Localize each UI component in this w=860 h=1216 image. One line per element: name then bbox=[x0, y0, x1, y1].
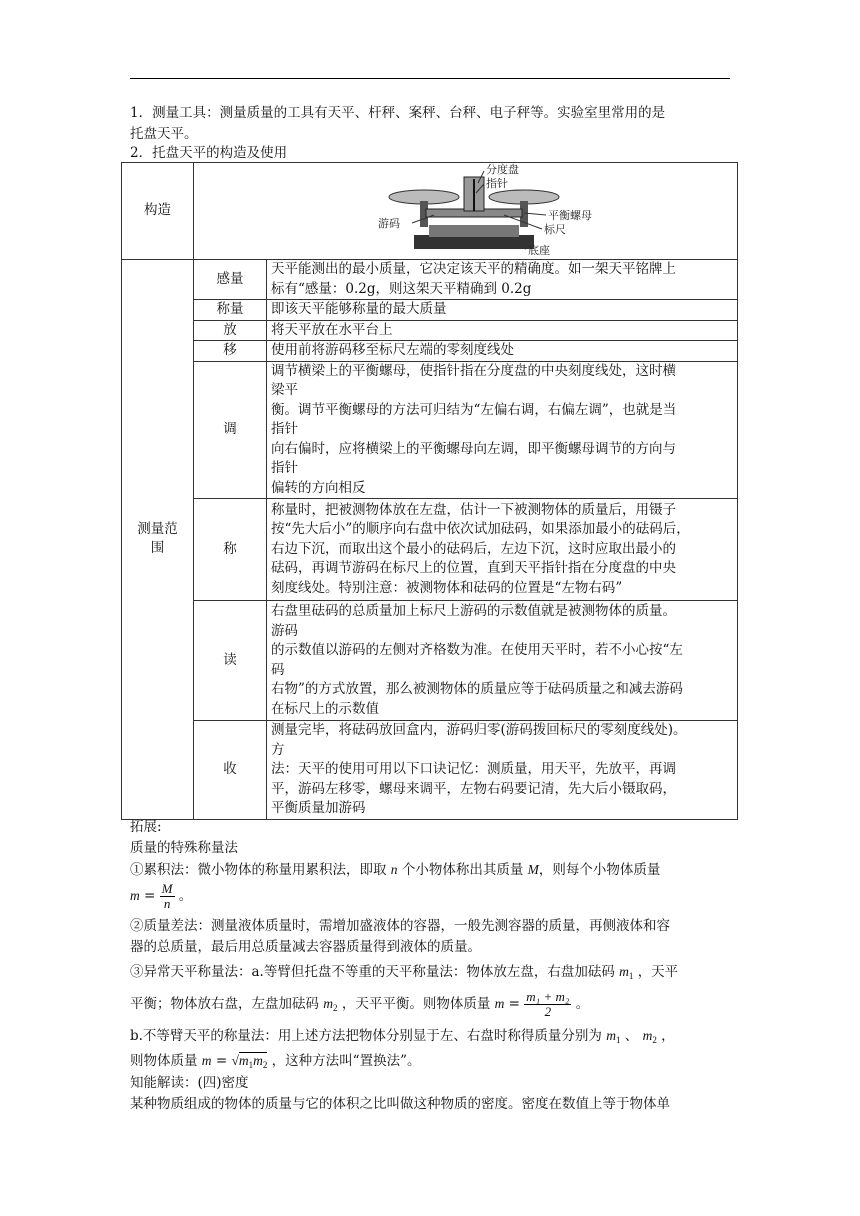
description-line: 将天平放在水平台上 bbox=[271, 321, 393, 338]
row-description bbox=[267, 499, 738, 601]
description-line: 调节横梁上的平衡螺母，使指针指在分度盘的中央刻度线处，这时横 bbox=[271, 362, 676, 379]
table-row bbox=[122, 320, 738, 341]
row-description bbox=[267, 300, 738, 321]
description-line: 指针 bbox=[271, 421, 298, 437]
label-beam: 标尺 bbox=[544, 223, 566, 236]
row-name: 移 bbox=[194, 341, 267, 362]
description-line: 称量时，把被测物体放在左盘，估计一下被测物体的质量后，用镊子 bbox=[271, 501, 676, 518]
description-line: 天平能测出的最小质量，它决定该天平的精确度。如一架天平铭牌上 bbox=[271, 261, 676, 277]
reading-title: 知能解读：(四)密度 bbox=[130, 1075, 249, 1091]
method-3: ③异常天平称量法：a.等臂但托盘不等重的天平称量法：物体放左盘，右盘加砝码 $m_1$ ，天平 bbox=[130, 964, 679, 981]
description-line: 法：天平的使用可用以下口诀记忆：测质量，用天平，先放平，再调 bbox=[271, 761, 676, 777]
density-paragraph: 某种物质组成的物体的质量与它的体积之比叫做这种物质的密度。密度在数值上等于物体单 bbox=[130, 1096, 670, 1112]
description-line: 按“先大后小”的顺序向右盘中依次试加砝码，如果添加最小的砝码后， bbox=[271, 521, 690, 538]
description-line: 测量完毕，将砝码放回盒内，游码归零(游码拨回标尺的零刻度线处)。 bbox=[271, 722, 687, 738]
structure-label: 构造 bbox=[122, 163, 194, 260]
label-dial: 分度盘 bbox=[486, 163, 519, 176]
intro-item-1 bbox=[130, 103, 732, 145]
method-1: ①累积法：微小物体的称量用累积法，即取 n 个小物体称出其质量 M，则每个小物体质量 bbox=[130, 862, 661, 878]
table-row bbox=[122, 499, 738, 601]
fraction-M-over-n: $\frac{M}{n}$ bbox=[161, 881, 173, 911]
row-name: 收 bbox=[194, 721, 267, 820]
intro-item-2: 2．托盘天平的构造及使用 bbox=[130, 145, 288, 161]
range-label: 测量范围 bbox=[122, 260, 194, 820]
description-line: 向右偏时，应将横梁上的平衡螺母向左调，即平衡螺母调节的方向与 bbox=[271, 440, 676, 457]
label-rider: 游码 bbox=[378, 217, 400, 230]
label-base: 底座 bbox=[528, 244, 550, 257]
description-line: 右盘里砝码的总质量加上标尺上游码的示数值就是被测物体的质量。 bbox=[271, 603, 676, 619]
header-rule bbox=[130, 78, 730, 79]
row-name: 读 bbox=[194, 601, 267, 721]
intro-item-1-line1: 1．测量工具：测量质量的工具有天平、杆秤、案秤、台秤、电子秤等。实验室里常用的是 bbox=[130, 105, 666, 121]
description-line: 右物”的方式放置，那么被测物体的质量应等于砝码质量之和减去游码 bbox=[271, 681, 683, 697]
row-description bbox=[267, 601, 738, 721]
description-line: 使用前将游码移至标尺左端的零刻度线处 bbox=[271, 342, 514, 358]
description-line: 指针 bbox=[271, 460, 298, 476]
row-description bbox=[267, 341, 738, 362]
method-b: b.不等臂天平的称量法：用上述方法把物体分别显于左、右盘时称得质量分别为 $m_1$ 、 $m_2$ ， bbox=[130, 1028, 675, 1045]
description-line: 衡。调节平衡螺母的方法可归结为“左偏右调，右偏左调”，也就是当 bbox=[271, 401, 677, 418]
row-name: 称 bbox=[194, 499, 267, 601]
label-pointer: 指针 bbox=[486, 177, 508, 190]
description-line: 梁平 bbox=[271, 382, 298, 398]
description-line: 平，游码左移零，螺母来调平，左物右码要记清，先大后小镊取码， bbox=[271, 780, 676, 797]
fraction-average: $\frac{\text{m₁ + m₂}}{2}$ bbox=[526, 989, 570, 1019]
row-description bbox=[267, 260, 738, 300]
table-row bbox=[122, 300, 738, 321]
table-row bbox=[122, 601, 738, 721]
expand-subtitle: 质量的特殊称量法 bbox=[130, 840, 238, 856]
method-2: ②质量差法：测量液体质量时，需增加盛液体的容器，一般先测容器的质量，再侧液体和容 器的总质量，最后用总质量减去容器质量得到液体的质量。 bbox=[130, 918, 670, 955]
label-nut: 平衡螺母 bbox=[548, 209, 592, 222]
base-shape bbox=[414, 235, 534, 249]
balance-table bbox=[121, 162, 738, 820]
description-line: 的示数值以游码的左侧对齐格数为准。在使用天平时，若不小心按“左 bbox=[271, 642, 683, 658]
description-line: 右边下沉，而取出这个最小的砝码后，左边下沉，这时应取出最小的 bbox=[271, 540, 676, 557]
expand-title: 拓展: bbox=[130, 819, 162, 835]
description-line: 即该天平能够称量的最大质量 bbox=[271, 301, 447, 317]
description-line: 标有“感量：0.2g，则这架天平精确到 0.2g bbox=[271, 280, 532, 297]
method-1-formula: m = $\frac{M}{n}$ 。 bbox=[130, 881, 193, 911]
row-name: 感量 bbox=[194, 260, 267, 300]
intro-item-1-line2: 托盘天平。 bbox=[130, 126, 198, 142]
table-row bbox=[122, 361, 738, 499]
method-b-formula: 则物体质量 $m = √m_1m_2$ ，这种方法叫“置换法”。 bbox=[130, 1053, 421, 1070]
description-line: 方 bbox=[271, 741, 285, 758]
row-description bbox=[267, 721, 738, 820]
description-line: 在标尺上的示数值 bbox=[271, 700, 379, 717]
row-description bbox=[267, 361, 738, 499]
description-line: 平衡质量加游码 bbox=[271, 800, 366, 816]
table-row bbox=[122, 341, 738, 362]
description-line: 偏转的方向相反 bbox=[271, 479, 366, 496]
balance-diagram bbox=[374, 163, 614, 259]
description-line: 刻度线处。特别注意：被测物体和砝码的位置是“左物右码” bbox=[271, 579, 623, 596]
balance-diagram-cell bbox=[194, 163, 738, 260]
description-line: 码 bbox=[271, 661, 285, 678]
row-name: 称量 bbox=[194, 300, 267, 321]
method-3-formula: 平衡；物体放右盘，左盘加砝码 $m_2$ ，天平平衡。则物体质量 m = $\frac{\text{m₁ + m₂}}{2}$ 。 bbox=[130, 989, 590, 1019]
row-description bbox=[267, 320, 738, 341]
row-name: 调 bbox=[194, 361, 267, 499]
table-row bbox=[122, 260, 738, 300]
description-line: 砝码，再调节游码在标尺上的位置，直到天平指针指在分度盘的中央 bbox=[271, 560, 676, 577]
row-name: 放 bbox=[194, 320, 267, 341]
description-line: 游码 bbox=[271, 622, 298, 639]
table-row bbox=[122, 721, 738, 820]
